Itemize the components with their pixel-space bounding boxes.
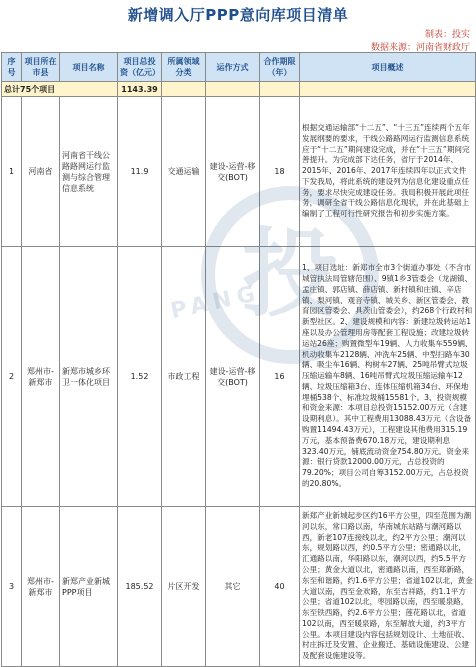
row-term: 18 bbox=[260, 97, 300, 247]
row-mode: 建设-运营-移交(BOT) bbox=[206, 97, 260, 247]
row-desc: 新郑产业新城起步区约16平方公里，四至范围为潮河以东，常口路以南，华南城东站路与潮河路以西，新老107连接线以北，约2平方公里；潮河以东，规划路以西，约0.5平方公里；密通路以北，汇通路以南，华阳路以东，潮河以西，约5.5平方公里；黄金大道以北，密通路以南，西至郑新路，东至和谐路，约1.6平方公里；省道102以北，黄金大道以南，西至金欢路，东至吉祥路，约1.1平方公里；省道102以北，枣园路以南，西至暖泉路，东至铁西路，约2.6平方公里；莲花路以北，省道102以南，西至暖泉路，东至解放大道，约3平方公里。本项目建设内容包括规划设计、土地征收、村庄拆迁及安置、企业搬迁、基础设施建设、公建及配套设施建设等。 bbox=[300, 507, 476, 667]
row-no: 1 bbox=[2, 97, 22, 247]
header-field: 所属领域分类 bbox=[162, 53, 206, 82]
row-desc: 根据交通运输部“十二五”、“十三五”连续两个五年发展纲要的要求，干线公路路网运行监测信息系统应于“十二五”期间建设完成，并在“十三五”期间完善提升。为完成部下达任务，省厅于2014年、2015年、2016年、2017年连续四年以正式文件下发我局，将此系统的建设列为信息化建设重点任务，要求尽快完成建设任务。我局积极开展此项任务，调研全省干线公路信息化现状，并在此基础上编制了工程可行性研究报告和初步实施方案。 bbox=[300, 97, 476, 247]
row-mode: 其它 bbox=[206, 507, 260, 667]
row-field: 市政工程 bbox=[162, 247, 206, 507]
row-city: 河南省 bbox=[22, 97, 60, 247]
total-value: 1143.39 bbox=[118, 82, 162, 97]
row-name: 河南省干线公路路网运行监测与综合管理信息系统 bbox=[60, 97, 118, 247]
producer-label: 制表：投实 bbox=[424, 30, 470, 40]
row-investment: 185.52 bbox=[118, 507, 162, 667]
header-term: 合作期限（年） bbox=[260, 53, 300, 82]
row-no: 2 bbox=[2, 247, 22, 507]
watermark-text: PANG bbox=[168, 280, 264, 325]
project-table bbox=[1, 52, 476, 667]
row-field: 交通运输 bbox=[162, 97, 206, 247]
header-row bbox=[2, 53, 476, 82]
row-field: 片区开发 bbox=[162, 507, 206, 667]
row-term: 40 bbox=[260, 507, 300, 667]
header-mode: 运作方式 bbox=[206, 53, 260, 82]
total-label: 总计75个项目 bbox=[2, 82, 118, 97]
source-label: 数据来源：河南省财政厅 bbox=[370, 43, 470, 53]
row-name: 新郑市城乡环卫一体化项目 bbox=[60, 247, 118, 507]
row-mode: 建设-运营-移交(BOT) bbox=[206, 247, 260, 507]
row-city: 郑州市-新郑市 bbox=[22, 507, 60, 667]
row-investment: 11.9 bbox=[118, 97, 162, 247]
row-city: 郑州市-新郑市 bbox=[22, 247, 60, 507]
header-investment: 项目总投资（亿元） bbox=[118, 53, 162, 82]
row-investment: 1.52 bbox=[118, 247, 162, 507]
header-no: 序号 bbox=[2, 53, 22, 82]
total-row bbox=[2, 82, 476, 97]
header-city: 项目所在市县 bbox=[22, 53, 60, 82]
table-row bbox=[2, 507, 476, 667]
row-desc: 1、项目选址：新郑市全市3个街道办事处（不含市城管执法局管辖范围）、9镇1乡3管委会（龙湖镇、孟庄镇、郭店镇、薛店镇、新村镇和庄镇、辛店镇、梨河镇、观音寺镇、城关乡、新区管委会、教育园区管委会、具茨山管委会），约268个行政村和新型社区。2、建设规模和内容：新建垃圾转运站1座以及办公管理用房等配套工程设施；改建垃圾转运站26座；购置微型车19辆、人力收集车559辆、机动收集车2128辆、冲洗车25辆、中型扫路车30辆、吸尘车16辆、构树车27辆、25吨吊臂式垃圾压缩运输车8辆、16吨吊臂式垃圾压缩运输车12辆、垃圾压缩箱3台、连体压缩机箱34台、环保地埋桶538个、标准垃圾桶15581个。3、投资规模和资金来源：本项目总投资15152.00万元（含建设期利息）。其中工程费用13088.43万元（含设备购置11494.43万元），工程建设其他费用315.19万元，基本预备费670.18万元，建设期利息323.40万元，铺底流动资金754.80万元。资金来源：银行贷款12000.00万元，占总投资的79.20%；项目公司自筹3152.00万元，占总投资的20.80%。 bbox=[300, 247, 476, 507]
header-desc: 项目概述 bbox=[300, 53, 476, 82]
row-term: 16 bbox=[260, 247, 300, 507]
table-row bbox=[2, 97, 476, 247]
page-title: 新增调入厅PPP意向库项目清单 bbox=[127, 6, 349, 24]
watermark-glyph: 投 bbox=[242, 218, 338, 330]
row-no: 3 bbox=[2, 507, 22, 667]
row-name: 新郑产业新城PPP项目 bbox=[60, 507, 118, 667]
header-name: 项目名称 bbox=[60, 53, 118, 82]
